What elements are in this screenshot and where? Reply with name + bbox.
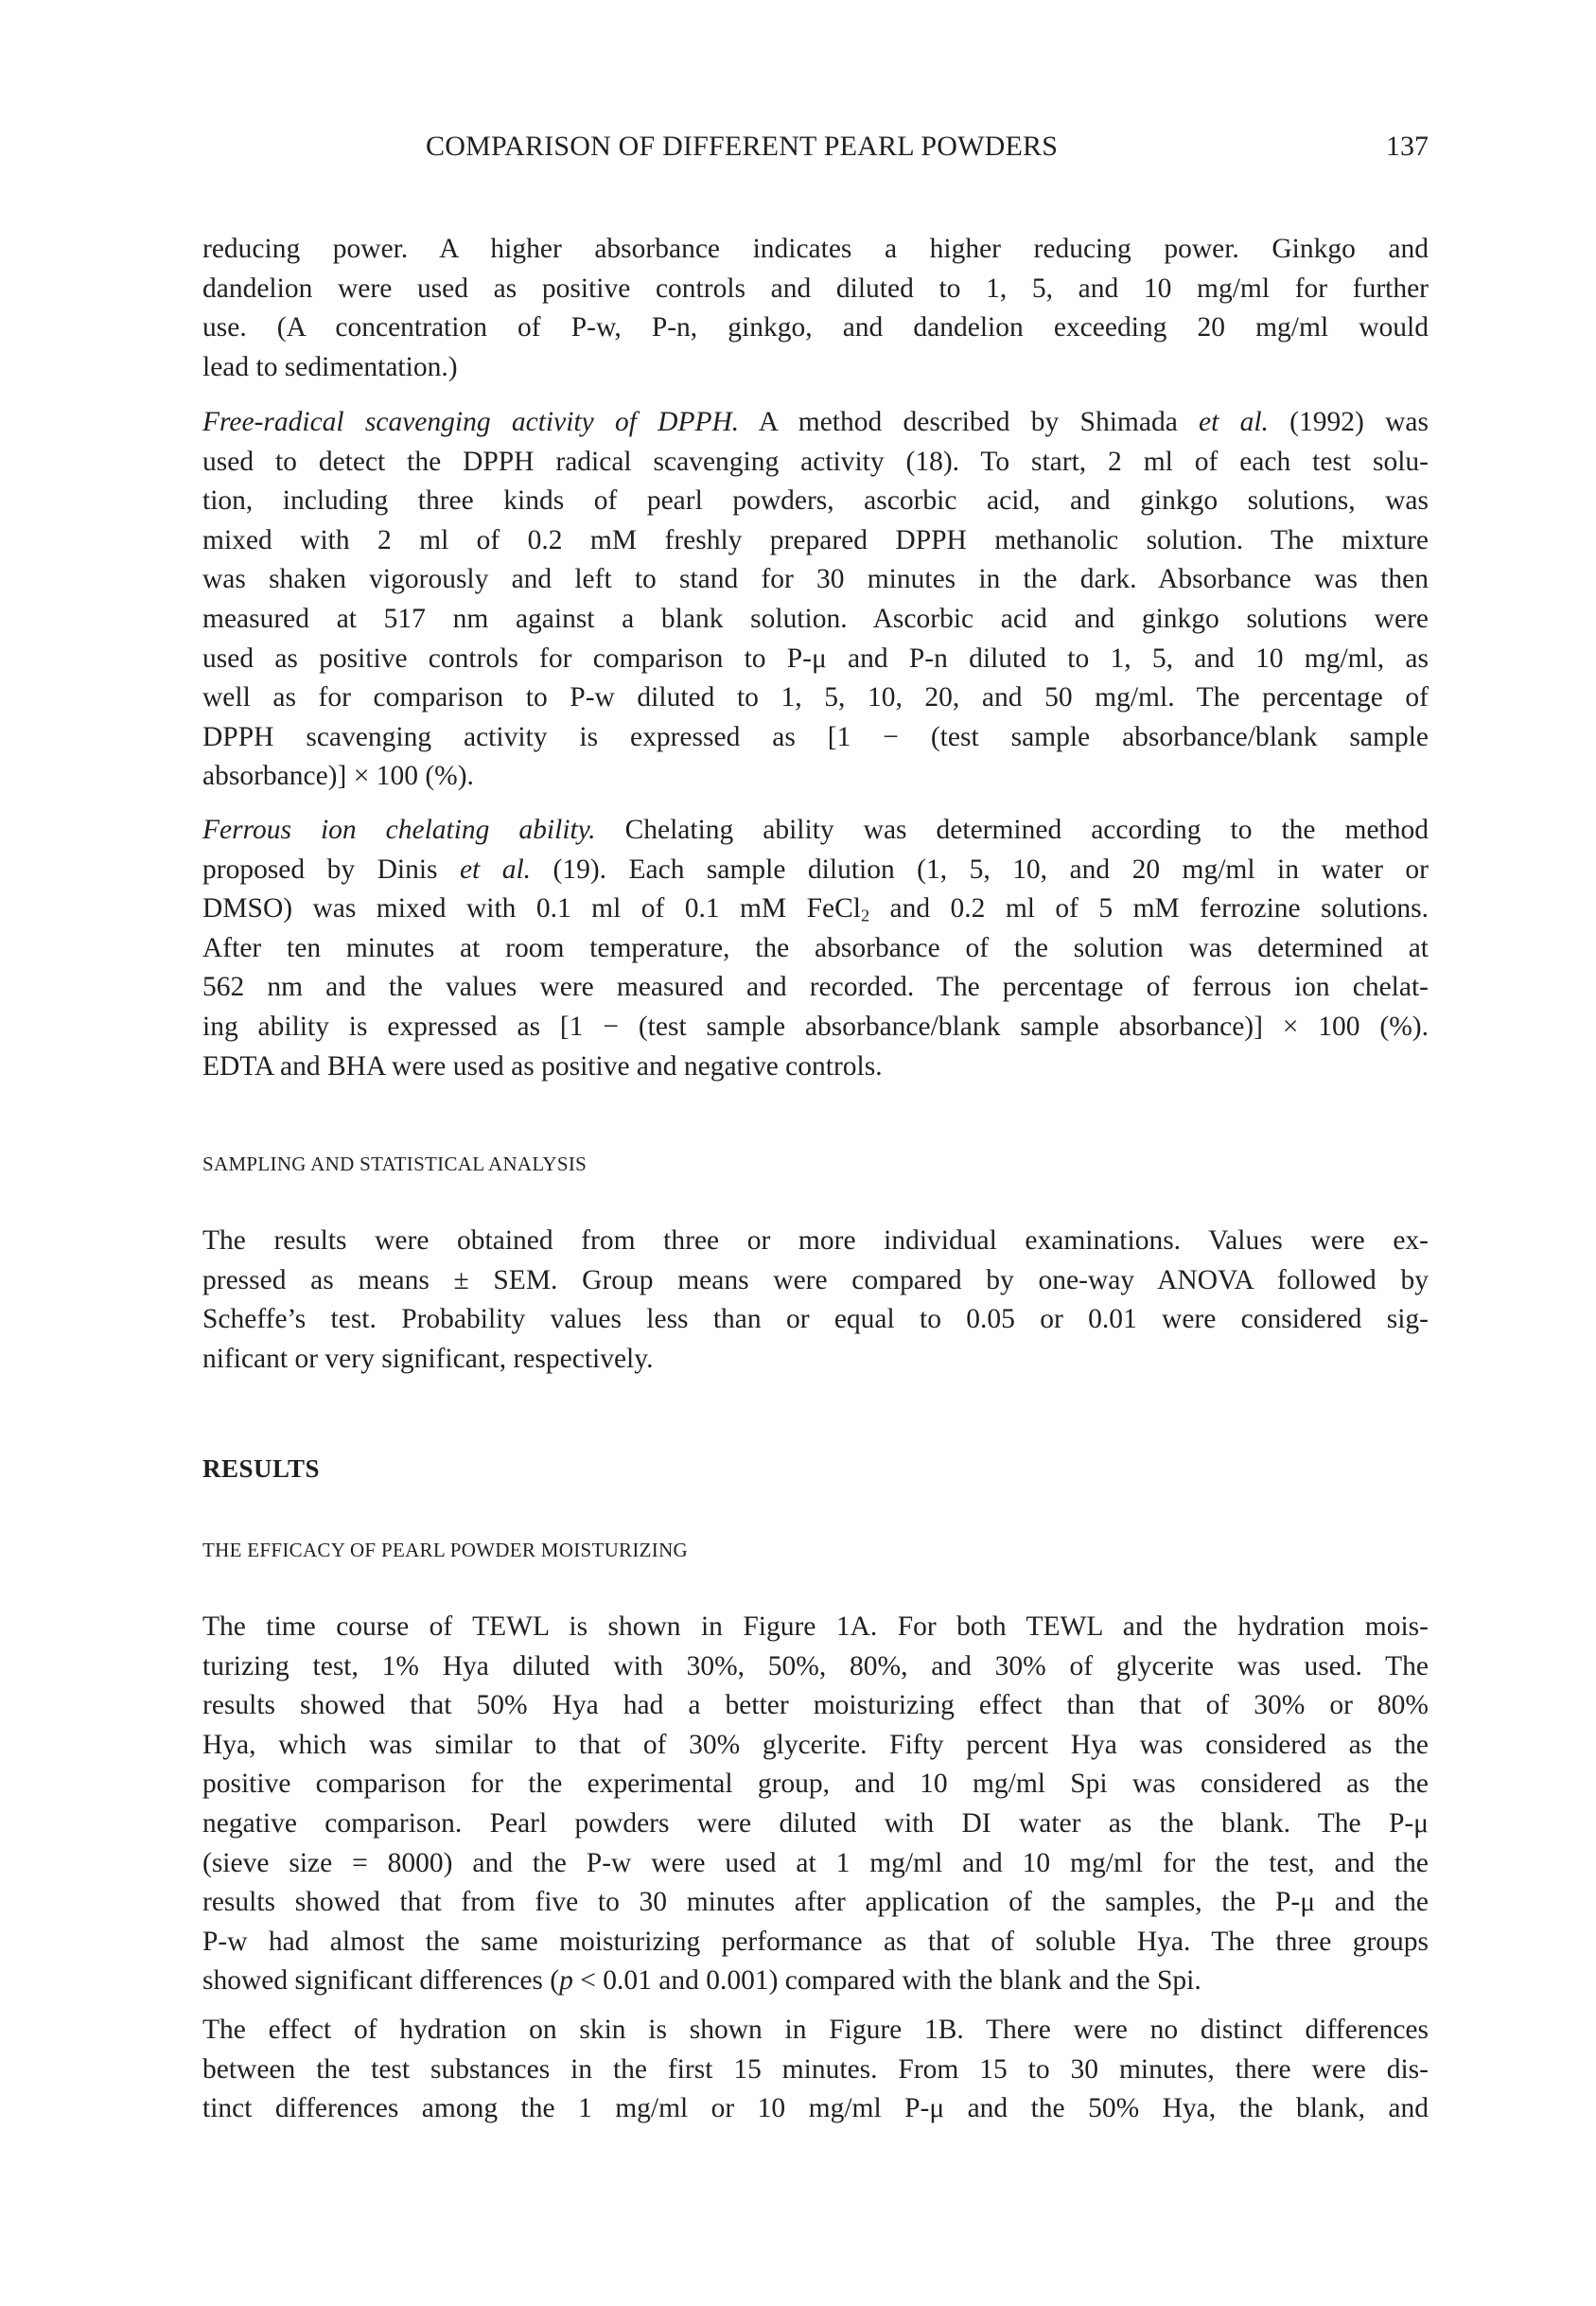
paragraph-tewl	[202, 1608, 1429, 2001]
paragraph-reducing-power	[202, 230, 1429, 387]
text-line	[202, 2051, 1429, 2090]
text-segment: measured at 517 nm against a blank solution. Ascorbic acid and ginkgo solutions were	[202, 603, 1429, 634]
text-segment: P-w had almost the same moisturizing performance as that of soluble Hya. The three groups	[202, 1926, 1429, 1957]
text-line	[202, 482, 1429, 521]
text-segment: Scheffe’s test. Probability values less than or equal to 0.05 or 0.01 were considered sig-	[202, 1304, 1429, 1335]
text-line	[202, 600, 1429, 640]
text-line	[202, 968, 1429, 1008]
text-segment: A method described by Shimada	[739, 407, 1200, 437]
text-line	[202, 2089, 1429, 2129]
section-heading-results: RESULTS	[202, 1454, 321, 1483]
text-line	[202, 560, 1429, 600]
paragraph-statistics	[202, 1222, 1429, 1379]
text-segment: dandelion were used as positive controls and diluted to 1, 5, and 10 mg/ml for further	[202, 273, 1429, 304]
text-line	[202, 1765, 1429, 1804]
text-segment: results showed that from five to 30 minutes after application of the samples, the P-μ and the	[202, 1887, 1429, 1918]
text-line	[202, 403, 1429, 443]
text-segment: mixed with 2 ml of 0.2 mM freshly prepared DPPH methanolic solution. The mixture	[202, 524, 1429, 555]
text-segment: pressed as means ± SEM. Group means were compared by one-way ANOVA followed by	[202, 1264, 1429, 1295]
text-line	[202, 851, 1429, 890]
text-segment: proposed by Dinis	[202, 854, 460, 885]
text-segment: lead to sedimentation.)	[202, 351, 458, 382]
text-segment: (sieve size = 8000) and the P-w were used at 1 mg/ml and 10 mg/ml for the test, and the	[202, 1847, 1429, 1878]
paragraph-hydration	[202, 2011, 1429, 2129]
text-line	[202, 929, 1429, 969]
text-line	[202, 1804, 1429, 1844]
text-line	[202, 1261, 1429, 1301]
text-segment: Hya, which was similar to that of 30% glycerite. Fifty percent Hya was considered as the	[202, 1729, 1429, 1760]
text-segment: DPPH scavenging activity is expressed as [1 − (test sample absorbance/blank sample	[202, 721, 1429, 752]
text-line	[202, 1647, 1429, 1687]
text-segment: The effect of hydration on skin is shown in Figure 1B. There were no distinct differences	[202, 2015, 1429, 2045]
text-segment: well as for comparison to P-w diluted to 1, 5, 10, 20, and 50 mg/ml. The percentage of	[202, 682, 1429, 713]
text-line	[202, 1686, 1429, 1726]
text-segment: between the test substances in the first 15 minutes. From 15 to 30 minutes, there were dis-	[202, 2053, 1429, 2085]
text-line	[202, 1844, 1429, 1884]
text-segment: (19). Each sample dilution (1, 5, 10, and 20 mg/ml in water or	[531, 854, 1429, 885]
text-segment: Chelating ability was determined according to the method	[595, 815, 1429, 845]
text-segment: < 0.01 and 0.001) compared with the blank and the Spi.	[572, 1965, 1201, 1997]
text-line	[202, 1300, 1429, 1340]
text-line	[202, 811, 1429, 851]
italic-text: Ferrous ion chelating ability.	[202, 815, 596, 845]
subsection-heading-sampling: SAMPLING AND STATISTICAL ANALYSIS	[202, 1153, 588, 1175]
text-segment: used to detect the DPPH radical scavenging activity (18). To start, 2 ml of each test solu-	[202, 446, 1429, 477]
text-segment: tinct differences among the 1 mg/ml or 10 mg/ml P-μ and the 50% Hya, the blank, and	[202, 2093, 1429, 2124]
text-segment: DMSO) was mixed with 0.1 ml of 0.1 mM FeCl	[202, 893, 861, 924]
text-line	[202, 270, 1429, 309]
paragraph-dpph-method	[202, 403, 1429, 797]
text-line	[202, 1923, 1429, 1963]
paragraph-ferrous-chelating	[202, 811, 1429, 1086]
text-segment: (1992) was	[1268, 407, 1429, 437]
text-segment: positive comparison for the experimental group, and 10 mg/ml Spi was considered as the	[202, 1769, 1429, 1800]
text-segment: After ten minutes at room temperature, the absorbance of the solution was determined at	[202, 932, 1429, 963]
text-line	[202, 1883, 1429, 1923]
subsection-heading-moisturizing: THE EFFICACY OF PEARL POWDER MOISTURIZING	[202, 1539, 689, 1561]
text-segment: negative comparison. Pearl powders were diluted with DI water as the blank. The P-μ	[202, 1807, 1429, 1839]
text-segment: used as positive controls for comparison to P-μ and P-n diluted to 1, 5, and 10 mg/ml, as	[202, 643, 1429, 674]
text-segment: 562 nm and the values were measured and recorded. The percentage of ferrous ion chelat-	[202, 972, 1429, 1003]
text-segment: The results were obtained from three or more individual examinations. Values were ex-	[202, 1225, 1429, 1256]
text-line	[202, 889, 1429, 929]
subscript: 2	[860, 906, 870, 925]
text-line	[202, 308, 1429, 348]
text-line	[202, 443, 1429, 483]
text-line	[202, 1608, 1429, 1647]
text-line	[202, 230, 1429, 270]
text-line	[202, 678, 1429, 718]
text-line	[202, 348, 1429, 388]
italic-text: p	[559, 1965, 573, 1997]
text-segment: turizing test, 1% Hya diluted with 30%, 50%, 80%, and 30% of glycerite was used. The	[202, 1650, 1429, 1681]
text-segment: results showed that 50% Hya had a better moisturizing effect than that of 30% or 80%	[202, 1690, 1429, 1721]
text-segment: use. (A concentration of P-w, P-n, ginkgo, and dandelion exceeding 20 mg/ml would	[202, 312, 1429, 343]
text-line	[202, 521, 1429, 561]
text-segment: nificant or very significant, respectively.	[202, 1343, 654, 1374]
text-segment: absorbance)] × 100 (%).	[202, 761, 474, 792]
text-segment: ing ability is expressed as [1 − (test sample absorbance/blank sample absorbance)] × 100 (%).	[202, 1011, 1429, 1042]
text-line	[202, 1047, 1429, 1087]
text-segment: tion, including three kinds of pearl powders, ascorbic acid, and ginkgo solutions, was	[202, 485, 1429, 517]
italic-text: Free-radical scavenging activity of DPPH.	[202, 407, 740, 437]
text-segment: was shaken vigorously and left to stand for 30 minutes in the dark. Absorbance was then	[202, 564, 1429, 595]
text-segment: showed significant differences (	[202, 1965, 560, 1997]
text-line	[202, 1726, 1429, 1766]
running-head	[202, 131, 1429, 172]
italic-text: et al.	[1199, 407, 1269, 437]
text-segment: The time course of TEWL is shown in Figure 1A. For both TEWL and the hydration mois-	[202, 1611, 1429, 1642]
text-line	[202, 757, 1429, 797]
text-line	[202, 1962, 1429, 2001]
text-line	[202, 1008, 1429, 1047]
text-line	[202, 640, 1429, 679]
running-title: COMPARISON OF DIFFERENT PEARL POWDERS	[426, 131, 1059, 162]
text-line	[202, 2011, 1429, 2051]
text-segment: EDTA and BHA were used as positive and negative controls.	[202, 1050, 883, 1082]
text-line	[202, 718, 1429, 758]
text-segment: and 0.2 ml of 5 mM ferrozine solutions.	[869, 893, 1429, 924]
text-line	[202, 1340, 1429, 1380]
text-line	[202, 1222, 1429, 1261]
italic-text: et al.	[459, 854, 532, 885]
page-number: 137	[1386, 131, 1429, 162]
text-segment: reducing power. A higher absorbance indicates a higher reducing power. Ginkgo and	[202, 234, 1429, 264]
